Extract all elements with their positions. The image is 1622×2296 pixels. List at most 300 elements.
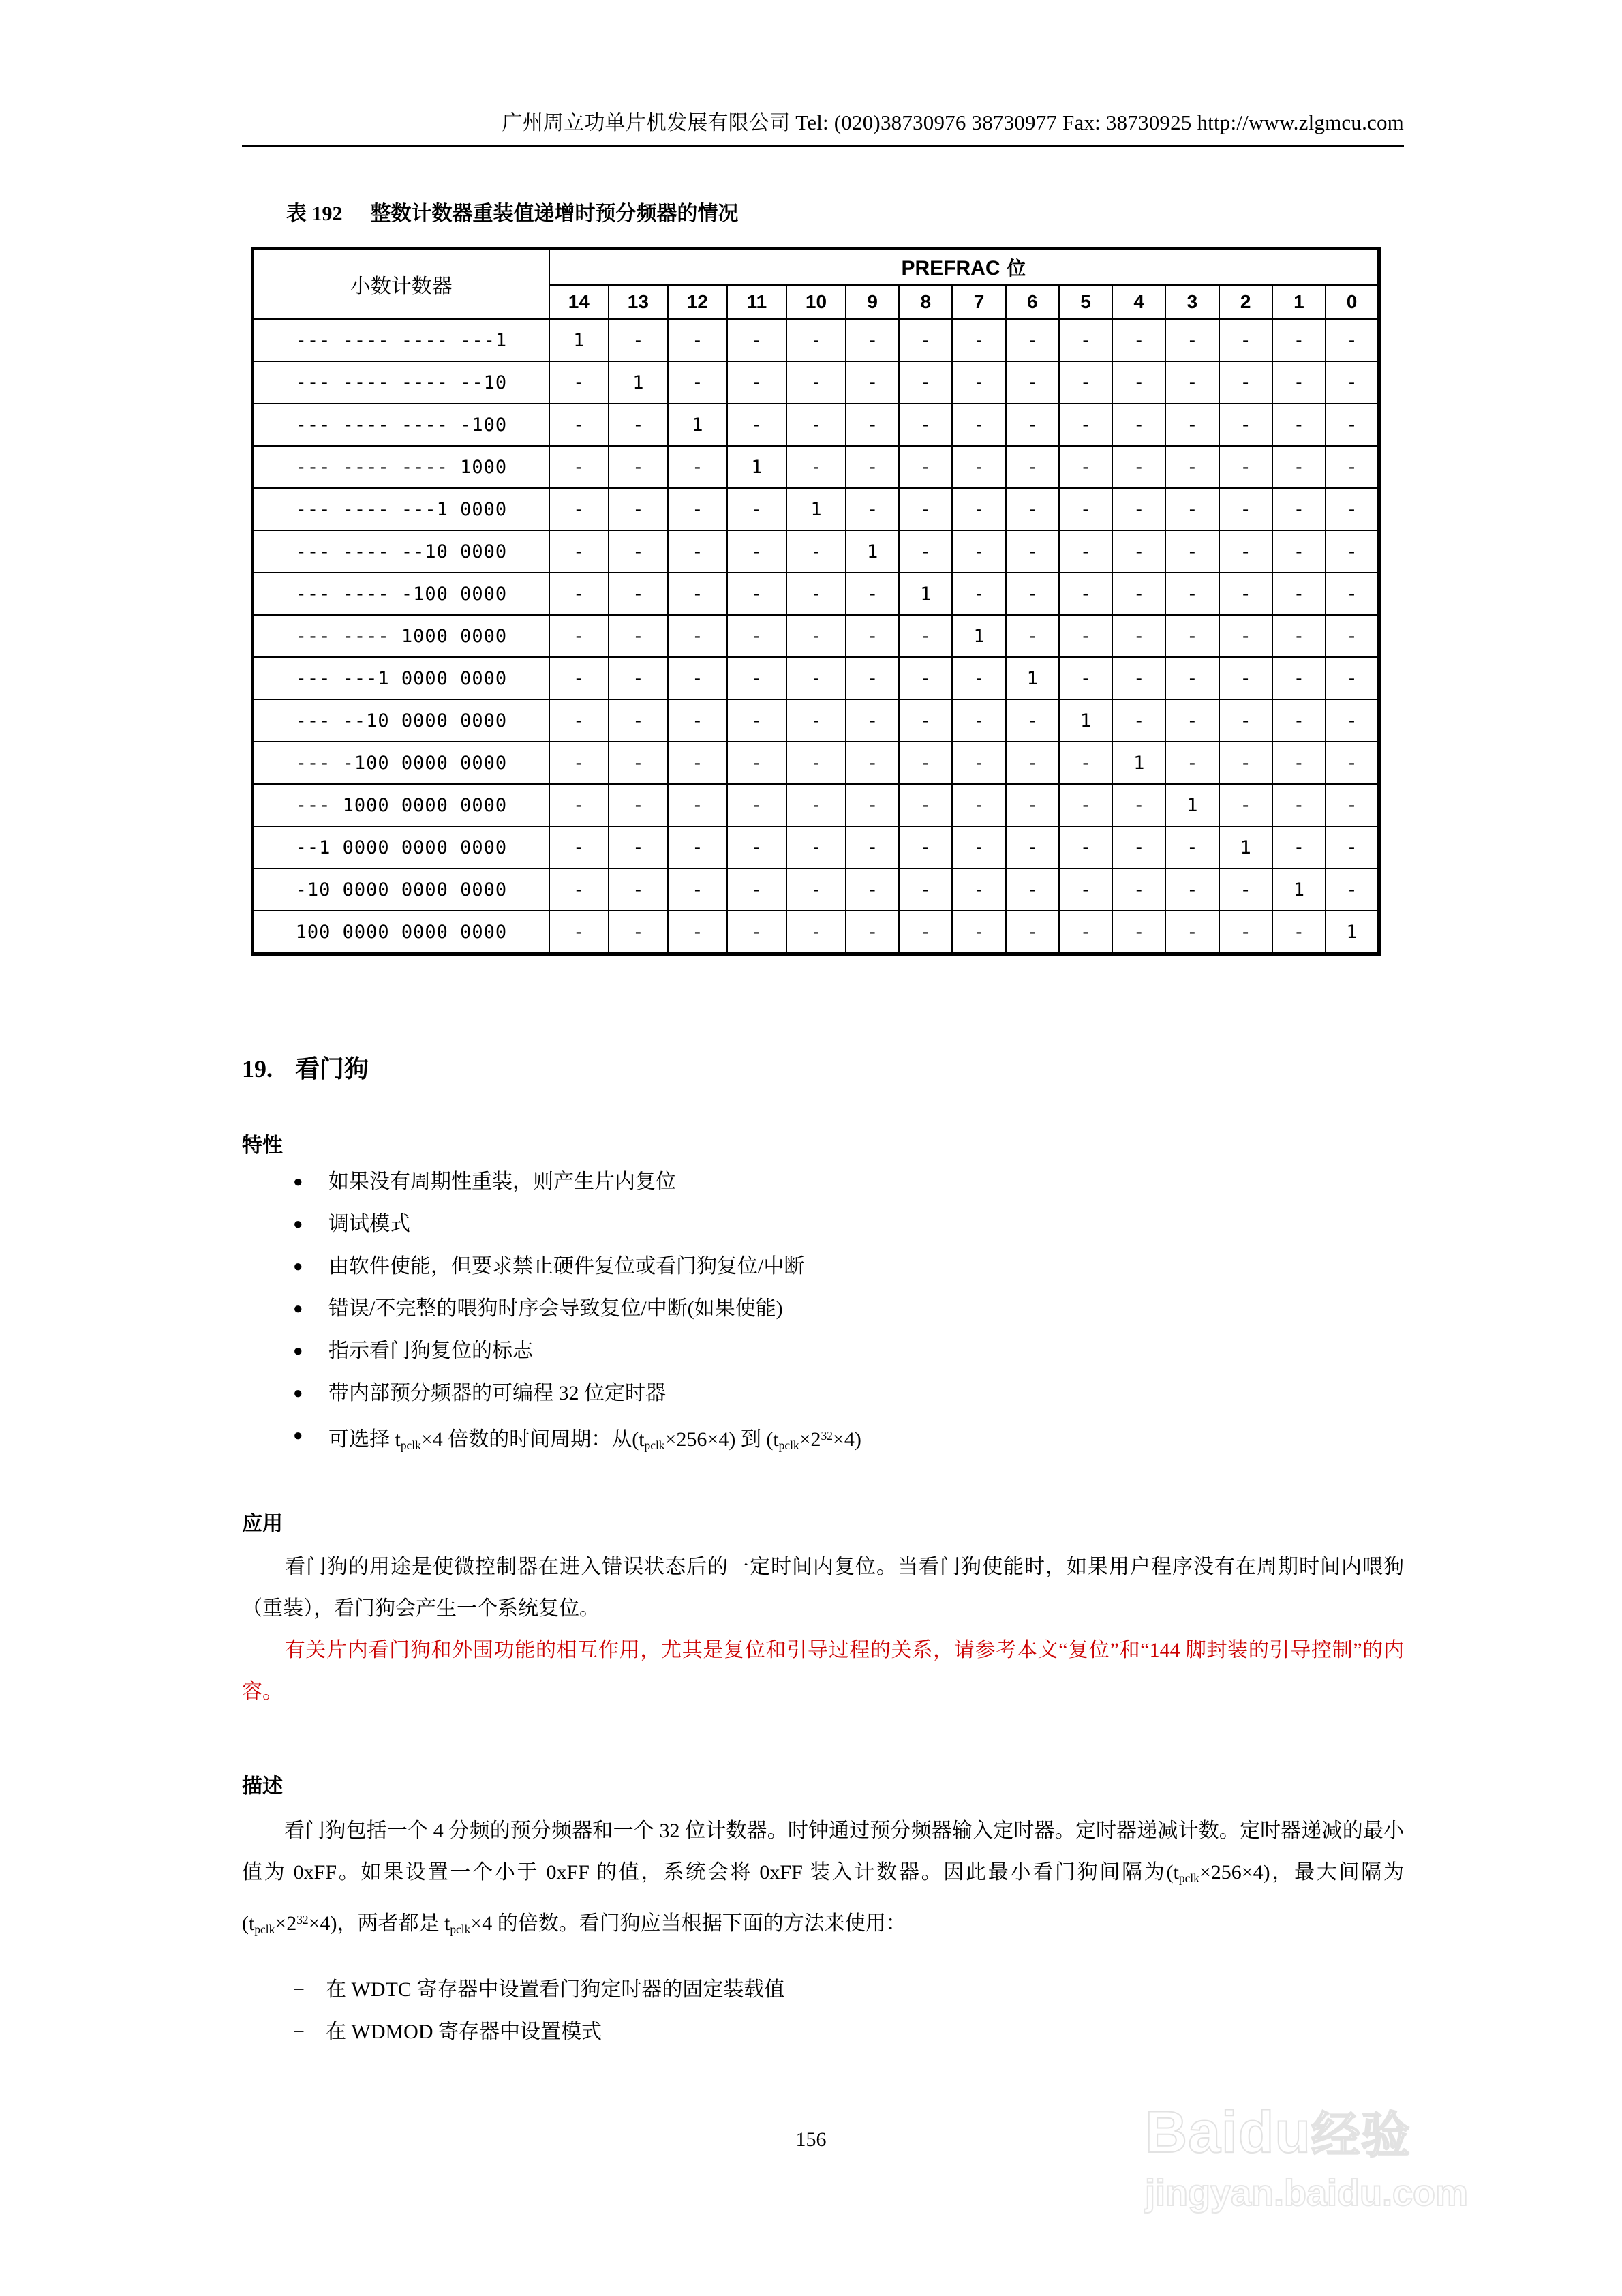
prefrac-bit-cell: - [1326, 699, 1379, 742]
header-divider [242, 145, 1404, 147]
table-row [253, 742, 1379, 784]
prefrac-label-suffix: 位 [1007, 257, 1026, 280]
prefrac-bit-cell: - [727, 615, 786, 657]
feature-item [293, 1421, 1356, 1463]
applications-note-red [242, 1629, 1404, 1712]
bit-column-header: 12 [668, 285, 727, 319]
prefrac-bit-cell: - [1165, 826, 1219, 868]
prefrac-bit-cell: - [786, 911, 846, 954]
prefrac-bit-cell: - [1219, 699, 1272, 742]
dash-icon: − [293, 2021, 305, 2043]
table-body [253, 319, 1379, 954]
bit-column-header: 9 [846, 285, 899, 319]
prefrac-bit-cell: 1 [1272, 868, 1326, 911]
bullet-icon: ● [293, 1427, 303, 1445]
prefrac-bit-cell: - [1059, 911, 1112, 954]
prefrac-bit-cell: - [727, 404, 786, 446]
fractional-counter-cell: --- -100 0000 0000 [253, 742, 549, 784]
prefrac-bit-cell: - [846, 404, 899, 446]
prefrac-bit-cell: - [1326, 361, 1379, 404]
fractional-counter-cell: --- ---- ---- 1000 [253, 446, 549, 488]
prefrac-bit-cell: - [1112, 657, 1165, 699]
prefrac-table-wrapper [251, 247, 1381, 956]
bit-column-header: 0 [1326, 285, 1379, 319]
company-name: 广州周立功单片机发展有限公司 [502, 111, 791, 135]
prefrac-bit-cell: - [1272, 911, 1326, 954]
prefrac-bit-cell: - [952, 784, 1005, 826]
prefrac-bit-cell: - [1006, 446, 1059, 488]
prefrac-bit-cell: - [1326, 573, 1379, 615]
prefrac-bit-cell: - [549, 573, 609, 615]
prefrac-bit-cell: - [609, 911, 668, 954]
prefrac-bit-cell: - [1059, 784, 1112, 826]
prefrac-bit-cell: - [786, 361, 846, 404]
prefrac-bit-cell: - [786, 530, 846, 573]
prefrac-bit-cell: - [727, 319, 786, 361]
feature-item [293, 1378, 1356, 1421]
prefrac-bit-cell: - [1112, 446, 1165, 488]
fractional-counter-cell: --1 0000 0000 0000 [253, 826, 549, 868]
prefrac-bit-cell: - [1272, 361, 1326, 404]
prefrac-bit-cell: - [1059, 826, 1112, 868]
prefrac-bit-cell: 1 [846, 530, 899, 573]
prefrac-bit-cell: - [1326, 488, 1379, 530]
subscript: pclk [1178, 1871, 1199, 1885]
prefrac-bit-cell: - [899, 784, 952, 826]
prefrac-bit-cell: - [1112, 488, 1165, 530]
prefrac-bit-cell: - [1326, 319, 1379, 361]
subscript: pclk [254, 1922, 275, 1936]
prefrac-bit-cell: - [609, 319, 668, 361]
prefrac-bit-cell: - [952, 657, 1005, 699]
table-row [253, 404, 1379, 446]
prefrac-bit-cell: - [1112, 361, 1165, 404]
prefrac-bit-cell: - [609, 784, 668, 826]
table-row [253, 699, 1379, 742]
table-row [253, 911, 1379, 954]
prefrac-bit-cell: - [727, 784, 786, 826]
prefrac-bit-cell: - [1059, 446, 1112, 488]
prefrac-bit-cell: - [786, 699, 846, 742]
prefrac-bit-cell: - [549, 530, 609, 573]
feature-item-label: 指示看门狗复位的标志 [328, 1340, 533, 1362]
table-head [253, 249, 1379, 320]
prefrac-bit-cell: - [1219, 911, 1272, 954]
prefrac-bit-cell: - [1326, 615, 1379, 657]
prefrac-bit-cell: - [668, 488, 727, 530]
prefrac-bit-cell: - [846, 868, 899, 911]
prefrac-bit-cell: - [786, 868, 846, 911]
prefrac-bit-cell: - [846, 488, 899, 530]
prefrac-bit-cell: - [846, 319, 899, 361]
prefrac-bit-cell: - [1272, 488, 1326, 530]
fractional-counter-cell: --- ---- ---1 0000 [253, 488, 549, 530]
prefrac-bit-cell: - [899, 404, 952, 446]
prefrac-bit-cell: - [1272, 404, 1326, 446]
bit-column-header: 4 [1112, 285, 1165, 319]
fractional-counter-cell: --- --10 0000 0000 [253, 699, 549, 742]
prefrac-bit-cell: - [1219, 530, 1272, 573]
bit-column-header: 6 [1006, 285, 1059, 319]
prefrac-bit-cell: - [1059, 404, 1112, 446]
table-row [253, 361, 1379, 404]
feature-item-label: 由软件使能，但要求禁止硬件复位或看门狗复位/中断 [328, 1255, 805, 1278]
prefrac-bit-cell: - [1326, 530, 1379, 573]
prefrac-bit-cell: - [1112, 784, 1165, 826]
prefrac-bit-cell: - [846, 784, 899, 826]
baidu-watermark [1145, 2098, 1567, 2248]
prefrac-bit-cell: 1 [1059, 699, 1112, 742]
table-header-row-top [253, 249, 1379, 286]
prefrac-bit-cell: - [899, 488, 952, 530]
prefrac-bit-cell: - [727, 657, 786, 699]
watermark-brand-zh: 经验 [1311, 2106, 1411, 2164]
prefrac-bit-cell: - [846, 657, 899, 699]
prefrac-bit-cell: - [609, 446, 668, 488]
prefrac-bit-cell: - [668, 911, 727, 954]
prefrac-bit-cell: - [1219, 657, 1272, 699]
prefrac-bit-cell: - [786, 615, 846, 657]
prefrac-bit-cell: - [846, 911, 899, 954]
prefrac-bit-cell: - [668, 826, 727, 868]
dash-icon: − [293, 1978, 305, 2001]
prefrac-bit-cell: - [549, 657, 609, 699]
prefrac-bit-cell: - [1006, 911, 1059, 954]
prefrac-bit-cell: - [727, 573, 786, 615]
superscript: 32 [821, 1429, 833, 1442]
prefrac-bit-cell: - [609, 404, 668, 446]
prefrac-bit-cell: - [952, 361, 1005, 404]
prefrac-bit-cell: - [1272, 530, 1326, 573]
prefrac-bit-cell: - [899, 699, 952, 742]
prefrac-bit-cell: 1 [786, 488, 846, 530]
description-paragraph [242, 1810, 1404, 1950]
table-row [253, 657, 1379, 699]
prefrac-bit-cell: - [1006, 404, 1059, 446]
prefrac-bit-cell: - [1059, 742, 1112, 784]
bit-column-header: 8 [899, 285, 952, 319]
prefrac-bit-cell: - [1272, 742, 1326, 784]
prefrac-bit-cell: - [1219, 361, 1272, 404]
prefrac-bit-cell: - [1219, 404, 1272, 446]
subscript: pclk [400, 1438, 421, 1452]
prefrac-bit-cell: - [727, 361, 786, 404]
prefrac-bit-cell: - [899, 530, 952, 573]
prefrac-bit-cell: - [846, 615, 899, 657]
feature-item-label: 错误/不完整的喂狗时序会导致复位/中断(如果使能) [328, 1297, 783, 1320]
prefrac-bit-cell: - [1165, 742, 1219, 784]
prefrac-bit-cell: - [668, 615, 727, 657]
prefrac-bit-cell: - [727, 699, 786, 742]
prefrac-bit-cell: - [549, 404, 609, 446]
feature-item [293, 1209, 1356, 1252]
prefrac-bit-cell: - [549, 742, 609, 784]
prefrac-bit-cell: - [609, 530, 668, 573]
prefrac-bit-cell: - [899, 446, 952, 488]
table-caption-text: 整数计数器重装值递增时预分频器的情况 [370, 202, 739, 225]
bullet-icon: ● [293, 1215, 303, 1233]
prefrac-bit-cell: - [609, 657, 668, 699]
prefrac-bit-cell: - [786, 404, 846, 446]
prefrac-bit-cell: - [899, 826, 952, 868]
prefrac-bit-cell: - [786, 573, 846, 615]
prefrac-bit-cell: - [727, 530, 786, 573]
description-step-item [293, 2016, 1356, 2058]
feature-item-label: 调试模式 [328, 1213, 410, 1235]
prefrac-bit-cell: - [1006, 488, 1059, 530]
bullet-icon: ● [293, 1342, 303, 1360]
column-header-prefrac-bits [549, 249, 1379, 286]
prefrac-bit-cell: - [1219, 615, 1272, 657]
page-number: 156 [795, 2128, 827, 2151]
column-header-fractional-counter: 小数计数器 [253, 249, 549, 320]
prefrac-bit-cell: - [786, 742, 846, 784]
bit-column-header: 5 [1059, 285, 1112, 319]
bit-column-header: 3 [1165, 285, 1219, 319]
prefrac-table [251, 247, 1381, 956]
prefrac-bit-cell: - [899, 319, 952, 361]
prefrac-bit-cell: - [1112, 699, 1165, 742]
fractional-counter-cell: -10 0000 0000 0000 [253, 868, 549, 911]
prefrac-bit-cell: - [786, 446, 846, 488]
description-paragraph-text: 看门狗包括一个 4 分频的预分频器和一个 32 位计数器。时钟通过预分频器输入定时器。定时器递减计数。定时器递减的最小值为 0xFF。如果设置一个小于 0xFF 的值，系统会将 0xFF 装入计数器。因此最小看门狗间隔为$(t_{pclk}\times 256\times 4)$，最大间隔为$(t_{pclk}\times 2^{32}\times 4)$，两者都是 $t_{pclk}\times 4$ 的倍数。看门狗应当根据下面的方法来使用： [242, 1819, 1404, 1936]
prefrac-bit-cell: - [1165, 361, 1219, 404]
applications-heading: 应用 [242, 1513, 283, 1535]
header-contact: Tel: (020)38730976 38730977 Fax: 38730925 http://www.zlgmcu.com [795, 110, 1404, 134]
description-step-label: 在 WDTC 寄存器中设置看门狗定时器的固定装载值 [326, 1978, 785, 2001]
description-step-label: 在 WDMOD 寄存器中设置模式 [326, 2021, 602, 2043]
prefrac-bit-cell: - [1006, 784, 1059, 826]
prefrac-bit-cell: 1 [1112, 742, 1165, 784]
prefrac-bit-cell: 1 [727, 446, 786, 488]
prefrac-bit-cell: - [899, 361, 952, 404]
watermark-brand-part2: du [1238, 2100, 1311, 2165]
prefrac-bit-cell: - [1165, 911, 1219, 954]
prefrac-bit-cell: - [1219, 784, 1272, 826]
feature-item [293, 1252, 1356, 1294]
bit-column-header: 7 [952, 285, 1005, 319]
prefrac-bit-cell: - [1006, 361, 1059, 404]
subscript: pclk [644, 1438, 665, 1452]
prefrac-bit-cell: - [1165, 488, 1219, 530]
bit-column-header: 10 [786, 285, 846, 319]
prefrac-bit-cell: 1 [952, 615, 1005, 657]
prefrac-bit-cell: - [786, 826, 846, 868]
prefrac-bit-cell: - [899, 657, 952, 699]
section-number: 19. [242, 1055, 273, 1083]
prefrac-bit-cell: - [1112, 868, 1165, 911]
prefrac-bit-cell: - [1059, 868, 1112, 911]
prefrac-bit-cell: - [952, 699, 1005, 742]
prefrac-bit-cell: - [846, 361, 899, 404]
prefrac-bit-cell: - [1006, 699, 1059, 742]
prefrac-bit-cell: - [549, 826, 609, 868]
bullet-icon: ● [293, 1300, 303, 1318]
bit-column-header: 1 [1272, 285, 1326, 319]
header-text-line [242, 109, 1404, 137]
fractional-counter-cell: --- ---- -100 0000 [253, 573, 549, 615]
prefrac-bit-cell: - [668, 361, 727, 404]
fractional-counter-cell: --- ---1 0000 0000 [253, 657, 549, 699]
prefrac-bit-cell: - [952, 742, 1005, 784]
fractional-counter-cell: --- ---- 1000 0000 [253, 615, 549, 657]
prefrac-bit-cell: - [1326, 826, 1379, 868]
prefrac-bit-cell: - [1165, 319, 1219, 361]
prefrac-bit-cell: - [668, 319, 727, 361]
subscript: pclk [450, 1922, 471, 1936]
section-heading [242, 1050, 369, 1085]
superscript: 32 [296, 1912, 309, 1927]
table-row [253, 784, 1379, 826]
prefrac-bit-cell: - [1112, 615, 1165, 657]
features-heading: 特性 [242, 1134, 283, 1157]
prefrac-bit-cell: - [1165, 573, 1219, 615]
bullet-icon: ● [293, 1385, 303, 1402]
prefrac-bit-cell: - [786, 657, 846, 699]
applications-paragraph-text: 看门狗的用途是使微控制器在进入错误状态后的一定时间内复位。当看门狗使能时，如果用户程序没有在周期时间内喂狗（重装），看门狗会产生一个系统复位。 [242, 1556, 1404, 1620]
prefrac-bit-cell: - [727, 742, 786, 784]
table-row [253, 868, 1379, 911]
prefrac-bit-cell: 1 [668, 404, 727, 446]
prefrac-bit-cell: 1 [609, 361, 668, 404]
feature-item [293, 1336, 1356, 1378]
prefrac-bit-cell: - [549, 361, 609, 404]
prefrac-bit-cell: - [549, 868, 609, 911]
prefrac-bit-cell: - [1326, 657, 1379, 699]
prefrac-bit-cell: - [1272, 699, 1326, 742]
prefrac-bit-cell: - [952, 911, 1005, 954]
fractional-counter-cell: --- 1000 0000 0000 [253, 784, 549, 826]
feature-item [293, 1294, 1356, 1336]
prefrac-bit-cell: - [1219, 319, 1272, 361]
prefrac-bit-cell: - [1272, 615, 1326, 657]
prefrac-bit-cell: - [1219, 573, 1272, 615]
prefrac-bit-cell: - [899, 911, 952, 954]
prefrac-bit-cell: - [952, 488, 1005, 530]
prefrac-bit-cell: - [1219, 488, 1272, 530]
prefrac-bit-cell: - [1112, 826, 1165, 868]
prefrac-bit-cell: - [786, 784, 846, 826]
table-row [253, 826, 1379, 868]
prefrac-bit-cell: - [1059, 573, 1112, 615]
prefrac-bit-cell: - [549, 699, 609, 742]
prefrac-bit-cell: - [846, 446, 899, 488]
prefrac-bit-cell: - [1272, 446, 1326, 488]
fractional-counter-cell: --- ---- --10 0000 [253, 530, 549, 573]
prefrac-bit-cell: - [1006, 826, 1059, 868]
prefrac-bit-cell: - [899, 615, 952, 657]
prefrac-bit-cell: - [1006, 615, 1059, 657]
applications-note-text: 有关片内看门狗和外围功能的相互作用，尤其是复位和引导过程的关系，请参考本文“复位”和“144 脚封装的引导控制”的内容。 [242, 1639, 1404, 1703]
prefrac-bit-cell: - [727, 868, 786, 911]
prefrac-bit-cell: - [609, 488, 668, 530]
feature-item-label: 带内部预分频器的可编程 32 位定时器 [328, 1382, 666, 1404]
watermark-brand-part1: Bai [1145, 2100, 1238, 2165]
prefrac-bit-cell: - [549, 911, 609, 954]
section-title: 看门狗 [295, 1055, 369, 1083]
bullet-icon: ● [293, 1258, 303, 1275]
prefrac-bit-cell: - [846, 742, 899, 784]
prefrac-bit-cell: - [1006, 530, 1059, 573]
prefrac-bit-cell: 1 [1006, 657, 1059, 699]
prefrac-bit-cell: - [952, 826, 1005, 868]
prefrac-bit-cell: - [1006, 573, 1059, 615]
bullet-icon: ● [293, 1173, 303, 1191]
bit-column-header: 13 [609, 285, 668, 319]
table-row [253, 319, 1379, 361]
prefrac-bit-cell: - [1059, 615, 1112, 657]
table-row [253, 615, 1379, 657]
prefrac-bit-cell: - [668, 784, 727, 826]
prefrac-bit-cell: - [846, 826, 899, 868]
prefrac-bit-cell: - [609, 826, 668, 868]
prefrac-bit-cell: - [899, 742, 952, 784]
prefrac-bit-cell: - [952, 868, 1005, 911]
page-header [242, 109, 1404, 150]
prefrac-bit-cell: - [846, 573, 899, 615]
prefrac-bit-cell: - [952, 319, 1005, 361]
prefrac-bit-cell: 1 [549, 319, 609, 361]
prefrac-bit-cell: - [668, 868, 727, 911]
prefrac-bit-cell: - [1165, 615, 1219, 657]
prefrac-bit-cell: - [1112, 573, 1165, 615]
bit-column-header: 2 [1219, 285, 1272, 319]
prefrac-bit-cell: - [1326, 868, 1379, 911]
prefrac-bit-cell: - [1272, 319, 1326, 361]
feature-item-label: 如果没有周期性重装，则产生片内复位 [328, 1170, 676, 1193]
prefrac-bit-cell: - [1165, 699, 1219, 742]
prefrac-bit-cell: - [952, 530, 1005, 573]
fractional-counter-cell: --- ---- ---- -100 [253, 404, 549, 446]
prefrac-bit-cell: 1 [1165, 784, 1219, 826]
table-caption-label: 表 192 [286, 202, 343, 225]
prefrac-bit-cell: - [952, 573, 1005, 615]
prefrac-bit-cell: - [1059, 361, 1112, 404]
prefrac-bit-cell: - [1326, 742, 1379, 784]
prefrac-bit-cell: - [1326, 404, 1379, 446]
prefrac-bit-cell: - [1059, 319, 1112, 361]
prefrac-bit-cell: - [668, 446, 727, 488]
prefrac-bit-cell: - [668, 742, 727, 784]
feature-item-label: 可选择 $t_{pclk}\times 4$ 倍数的时间周期：从$(t_{pclk}\times 256\times 4)$ 到 $(t_{pclk}\times 2^{32}\times 4)$ [328, 1428, 861, 1452]
features-list [293, 1167, 1356, 1463]
prefrac-bit-cell: - [549, 488, 609, 530]
table-caption [286, 196, 739, 226]
prefrac-bit-cell: - [952, 404, 1005, 446]
prefrac-bit-cell: - [1006, 319, 1059, 361]
prefrac-bit-cell: - [727, 911, 786, 954]
prefrac-bit-cell: - [1272, 657, 1326, 699]
prefrac-bit-cell: - [1272, 826, 1326, 868]
prefrac-bit-cell: - [952, 446, 1005, 488]
prefrac-bit-cell: - [549, 615, 609, 657]
prefrac-bit-cell: - [1326, 446, 1379, 488]
prefrac-bit-cell: - [1059, 657, 1112, 699]
prefrac-bit-cell: - [1165, 404, 1219, 446]
prefrac-bit-cell: - [609, 573, 668, 615]
table-row [253, 530, 1379, 573]
prefrac-bit-cell: - [1219, 868, 1272, 911]
prefrac-bit-cell: - [1165, 657, 1219, 699]
prefrac-bit-cell: - [609, 742, 668, 784]
applications-paragraph [242, 1546, 1404, 1629]
bit-column-header: 14 [549, 285, 609, 319]
prefrac-bit-cell: 1 [1326, 911, 1379, 954]
prefrac-bit-cell: - [1059, 530, 1112, 573]
prefrac-bit-cell: - [668, 530, 727, 573]
prefrac-bit-cell: - [549, 784, 609, 826]
prefrac-bit-cell: - [668, 699, 727, 742]
